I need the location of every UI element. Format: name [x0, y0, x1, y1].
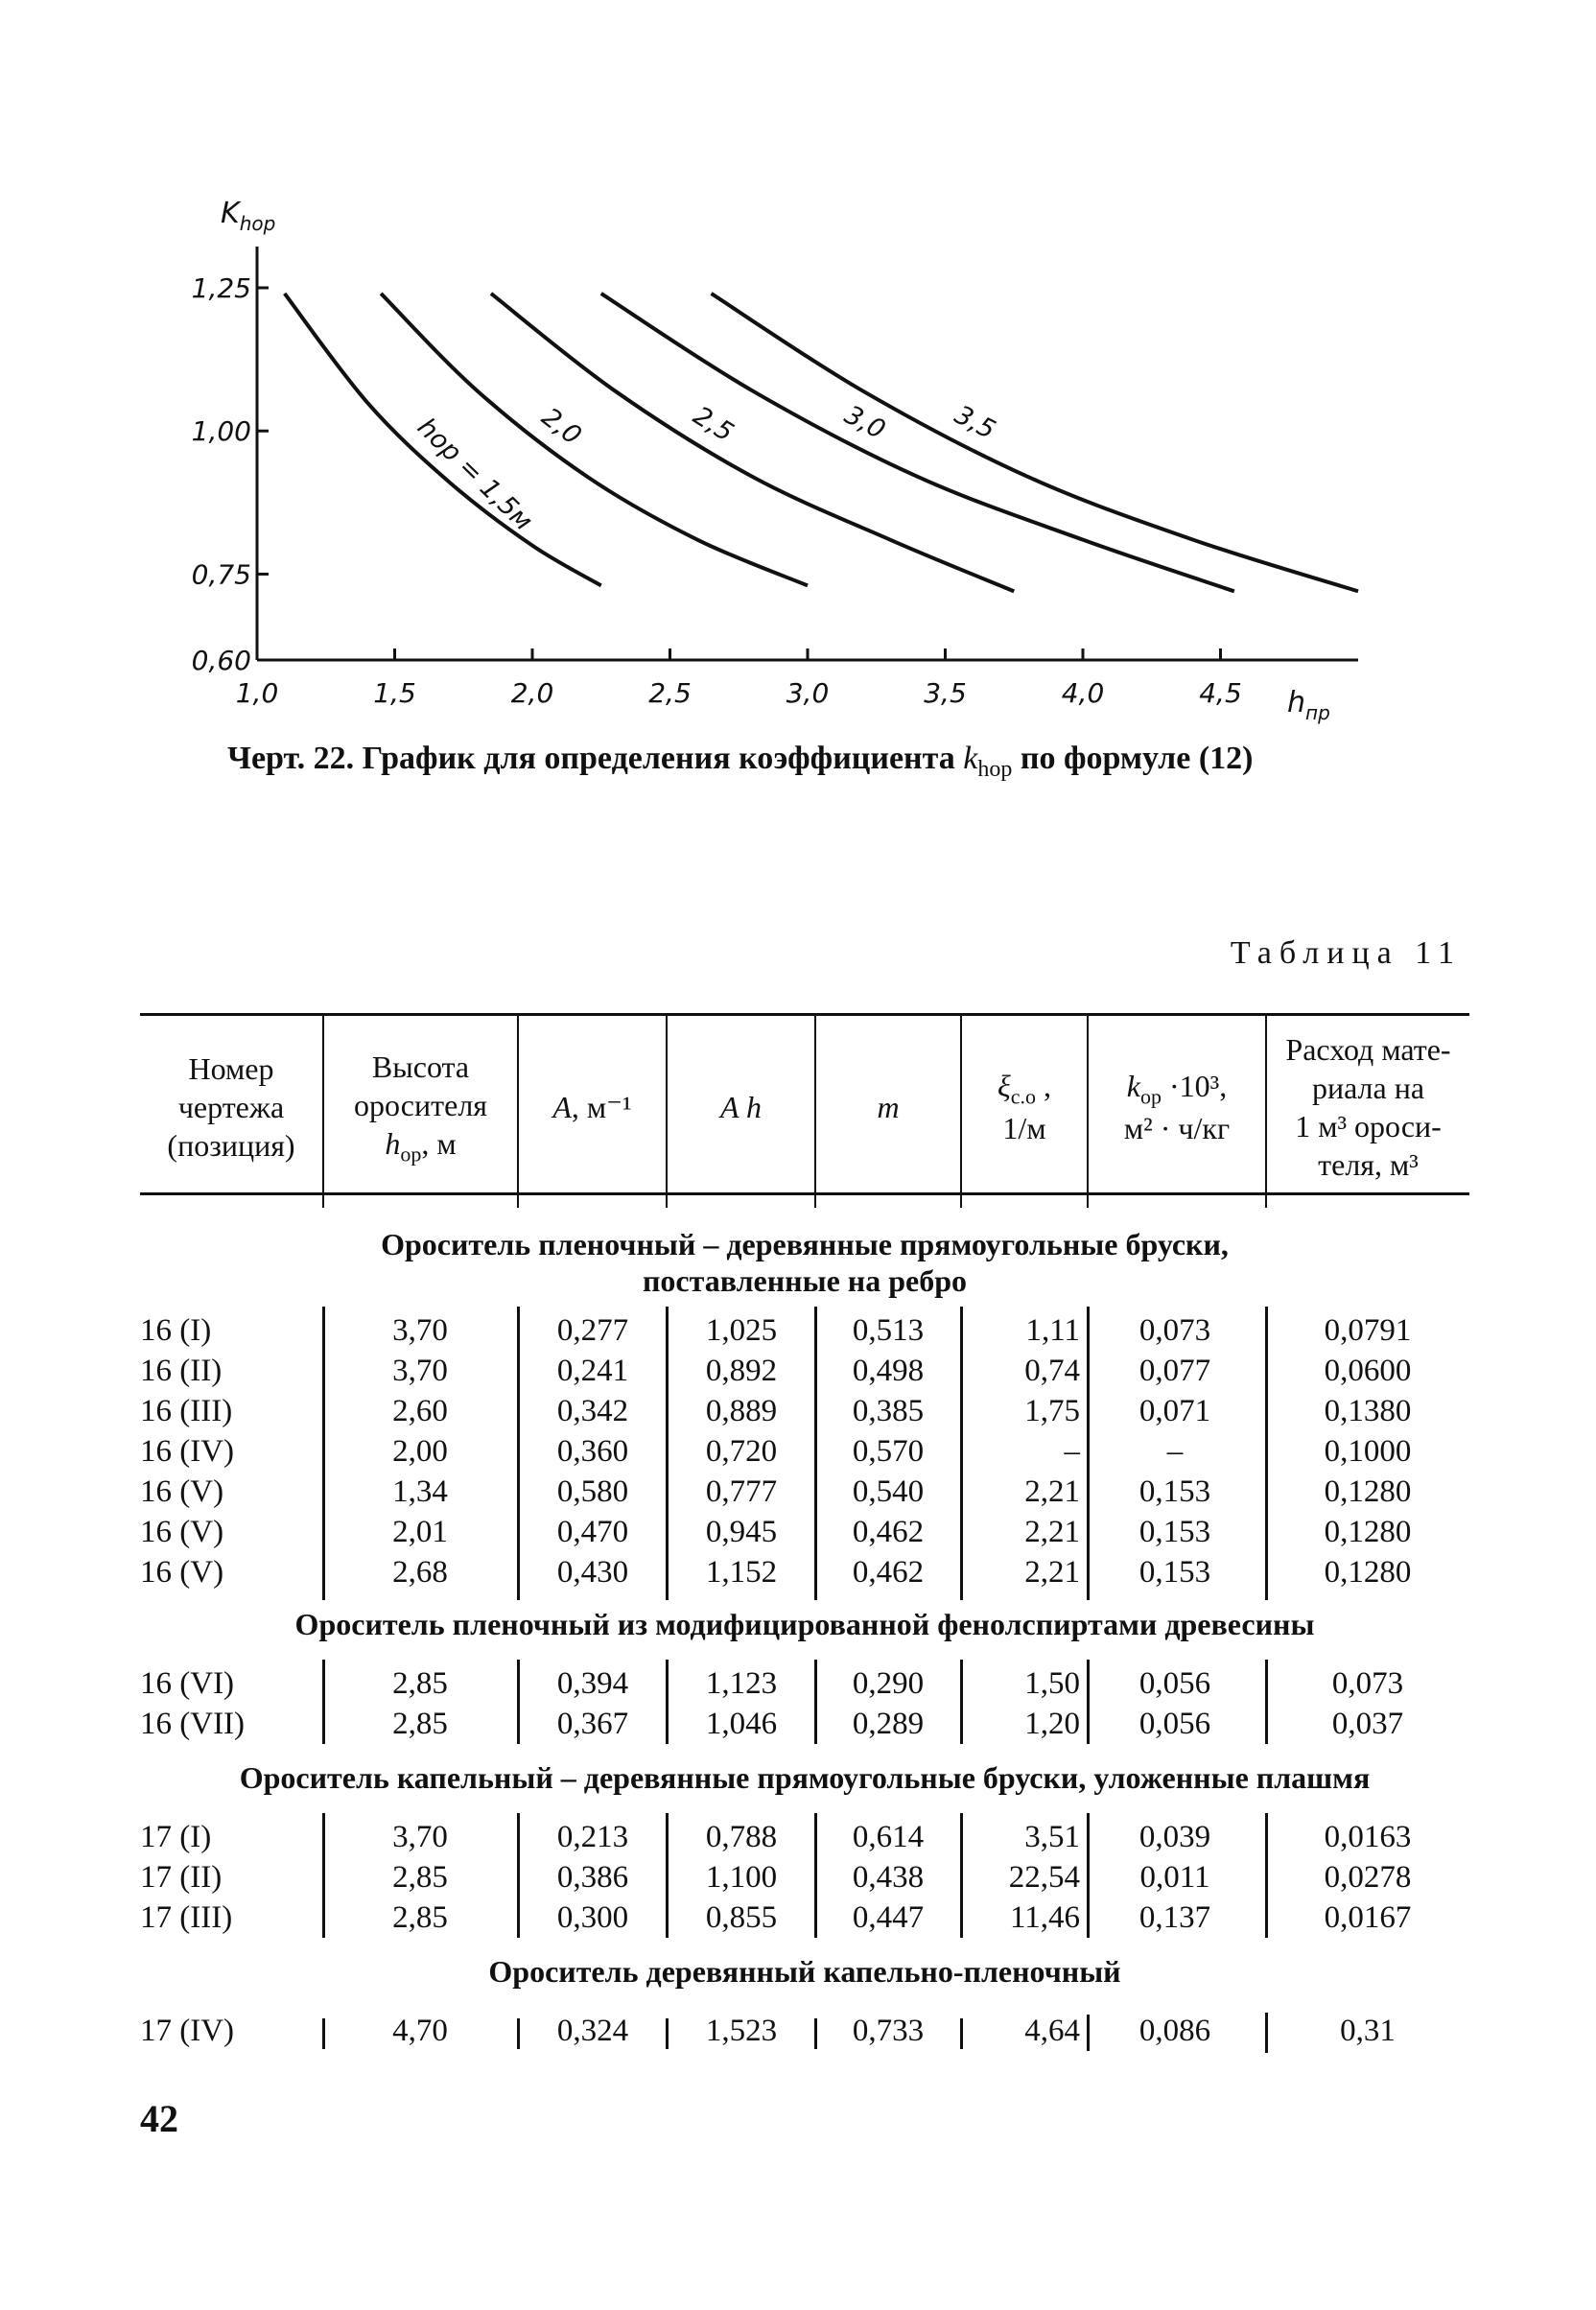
cell-m: 0,462 [852, 1515, 925, 1549]
table-row [0, 1704, 1596, 1744]
header-text: чертежа [177, 1090, 285, 1124]
table-row [0, 1391, 1596, 1431]
curve-label: 3,5 [950, 399, 1000, 446]
cell-usage: 0,1280 [1324, 1555, 1412, 1590]
cell-num: 16 (VI) [140, 1666, 235, 1701]
cell-height: 2,85 [392, 1860, 448, 1895]
table-row [0, 1431, 1596, 1472]
column-separator [322, 2018, 325, 2049]
curve-label: 2,5 [688, 400, 739, 448]
y-tick-label: 0,75 [191, 558, 251, 591]
cell-kop: 0,137 [1138, 1900, 1211, 1935]
cell-kop: 0,153 [1138, 1555, 1211, 1590]
table-row [0, 1310, 1596, 1351]
cell-height: 3,70 [392, 1820, 448, 1854]
cell-num: 16 (V) [140, 1474, 224, 1509]
cell-num: 16 (III) [140, 1394, 233, 1428]
cell-num: 16 (II) [140, 1354, 223, 1388]
chart [0, 0, 1596, 767]
header-text: Расход мате- [1285, 1032, 1451, 1067]
cell-usage: 0,0600 [1324, 1354, 1412, 1388]
cell-m: 0,570 [852, 1434, 925, 1469]
x-tick-label: 1,5 [373, 677, 416, 709]
cell-a: 0,241 [556, 1354, 629, 1388]
cell-zeta: 1,20 [1024, 1707, 1080, 1741]
cell-m: 0,614 [852, 1820, 925, 1854]
cell-zeta: 1,50 [1024, 1666, 1080, 1701]
header-num [140, 1021, 322, 1193]
column-separator [1265, 1307, 1268, 1600]
curve-line [712, 294, 1358, 591]
cell-ah: 1,152 [705, 1555, 778, 1590]
table-row [0, 1663, 1596, 1704]
header-text: $h_{ор}$, м [385, 1125, 457, 1166]
cell-usage: 0,1000 [1324, 1434, 1412, 1469]
table-row [0, 1512, 1596, 1552]
cell-usage: 0,0278 [1324, 1860, 1412, 1895]
column-separator [666, 1813, 669, 1938]
column-separator [1265, 1660, 1268, 1744]
cell-num: 16 (V) [140, 1515, 224, 1549]
cell-height: 3,70 [392, 1313, 448, 1348]
y-tick-label: 0,60 [191, 645, 251, 676]
cell-ah: 0,855 [705, 1900, 778, 1935]
cell-usage: 0,073 [1331, 1666, 1404, 1701]
column-separator [1087, 1813, 1090, 1938]
header-text: m [877, 1090, 900, 1124]
section-title-line: Ороситель капельный – деревянные прямоугольные бруски, уложенные плашмя [239, 1760, 1371, 1795]
cell-height: 3,70 [392, 1354, 448, 1388]
header-text: 1 м³ ороси- [1295, 1109, 1442, 1143]
cell-ah: 0,889 [705, 1394, 778, 1428]
header-text: $k_{ор} \cdot 10^3$, [1126, 1068, 1228, 1108]
cell-kop: 0,077 [1138, 1354, 1211, 1388]
cell-zeta: 1,11 [1025, 1313, 1080, 1348]
y-tick-label: 1,25 [191, 272, 251, 304]
section-title-line: Ороситель пленочный из модифицированной фенолспиртами древесины [294, 1607, 1315, 1641]
column-separator [322, 1660, 325, 1744]
column-separator [960, 1307, 963, 1600]
cell-zeta: 2,21 [1024, 1474, 1080, 1509]
column-separator [814, 1660, 817, 1744]
cell-kop: – [1166, 1434, 1184, 1469]
cell-kop: 0,073 [1138, 1313, 1211, 1348]
cell-m: 0,733 [852, 2014, 925, 2048]
header-zeta [962, 1021, 1087, 1193]
column-separator [960, 2018, 963, 2049]
table-row [0, 2011, 1596, 2051]
cell-ah: 0,720 [705, 1434, 778, 1469]
table-row [0, 1857, 1596, 1898]
cell-kop: 0,086 [1138, 2014, 1211, 2048]
cell-ah: 0,788 [705, 1820, 778, 1854]
column-separator [1087, 1660, 1090, 1744]
cell-zeta: 3,51 [1024, 1820, 1080, 1854]
cell-height: 2,01 [392, 1515, 448, 1549]
header-text: м² · ч/кг [1123, 1111, 1231, 1146]
header-text: риала на [1311, 1071, 1425, 1105]
x-tick-label: 1,0 [235, 677, 279, 709]
x-tick-label: 2,0 [510, 677, 554, 709]
header-height [324, 1021, 517, 1193]
cell-zeta: 1,75 [1024, 1394, 1080, 1428]
section-title [140, 1759, 1469, 1796]
cell-zeta: 22,54 [1008, 1860, 1080, 1895]
column-separator [517, 2018, 520, 2049]
section-title-line: Ороситель деревянный капельно-пленочный [488, 1954, 1121, 1989]
cell-kop: 0,056 [1138, 1707, 1211, 1741]
cell-a: 0,213 [556, 1820, 629, 1854]
column-separator [322, 1307, 325, 1600]
table-row [0, 1898, 1596, 1938]
x-axis-label: $h_{пр}$ [1287, 686, 1330, 724]
cell-kop: 0,071 [1138, 1394, 1211, 1428]
x-tick-label: 3,0 [786, 677, 830, 709]
cell-ah: 0,777 [705, 1474, 778, 1509]
chart-ticks [192, 272, 1242, 709]
header-text: теля, м³ [1318, 1147, 1419, 1182]
page-number: 42 [140, 2097, 178, 2140]
cell-zeta: – [1064, 1434, 1080, 1469]
table-row [0, 1552, 1596, 1592]
cell-height: 4,70 [392, 2014, 448, 2048]
column-separator [517, 1813, 520, 1938]
cell-zeta: 0,74 [1024, 1354, 1080, 1388]
cell-a: 0,360 [556, 1434, 629, 1469]
column-separator [517, 1660, 520, 1744]
table-row [0, 1351, 1596, 1391]
cell-a: 0,367 [556, 1707, 629, 1741]
x-tick-label: 4,0 [1061, 677, 1105, 709]
curve-label: 2,0 [535, 402, 587, 452]
cell-a: 0,386 [556, 1860, 629, 1895]
cell-m: 0,513 [852, 1313, 925, 1348]
column-separator [666, 2018, 669, 2049]
cell-a: 0,470 [556, 1515, 629, 1549]
cell-kop: 0,056 [1138, 1666, 1211, 1701]
cell-zeta: 2,21 [1024, 1515, 1080, 1549]
section-title-line: поставленные на ребро [642, 1263, 968, 1298]
column-separator [1087, 2015, 1090, 2051]
table-title: Таблица 11 [1230, 935, 1462, 971]
cell-usage: 0,1380 [1324, 1394, 1412, 1428]
cell-a: 0,394 [556, 1666, 629, 1701]
cell-ah: 1,025 [705, 1313, 778, 1348]
header-m [816, 1021, 960, 1193]
cell-usage: 0,0791 [1324, 1313, 1412, 1348]
x-axis-label-sub: пр [1305, 701, 1330, 724]
section-title [140, 1606, 1469, 1642]
cell-kop: 0,153 [1138, 1474, 1211, 1509]
cell-height: 1,34 [392, 1474, 448, 1509]
cell-m: 0,540 [852, 1474, 925, 1509]
figure-caption: Черт. 22. График для определения коэффициента $k_{hор}$ по формуле (12) [227, 741, 1254, 782]
column-separator [960, 1660, 963, 1744]
cell-ah: 1,123 [705, 1666, 778, 1701]
cell-a: 0,342 [556, 1394, 629, 1428]
column-separator [1265, 2013, 1268, 2053]
cell-kop: 0,153 [1138, 1515, 1211, 1549]
cell-usage: 0,1280 [1324, 1515, 1412, 1549]
cell-m: 0,385 [852, 1394, 925, 1428]
cell-ah: 1,046 [705, 1707, 778, 1741]
header-text: Номер [188, 1051, 274, 1086]
chart-axes [257, 247, 1358, 660]
y-axis-label-sub: hор [239, 212, 276, 235]
curve-label: hор = 1,5м [411, 412, 538, 537]
cell-zeta: 11,46 [1009, 1900, 1080, 1935]
cell-height: 2,00 [392, 1434, 448, 1469]
header-text: 1/м [1002, 1111, 1046, 1146]
cell-m: 0,438 [852, 1860, 925, 1895]
cell-ah: 1,100 [705, 1860, 778, 1895]
cell-ah: 0,892 [705, 1354, 778, 1388]
column-separator [666, 1660, 669, 1744]
cell-usage: 0,0163 [1324, 1820, 1412, 1854]
column-separator [322, 1813, 325, 1938]
header-ah [668, 1021, 814, 1193]
cell-usage: 0,1280 [1324, 1474, 1412, 1509]
cell-a: 0,300 [556, 1900, 629, 1935]
header-kop [1089, 1021, 1265, 1193]
section-title-line: Ороситель пленочный – деревянные прямоугольные бруски, [381, 1227, 1229, 1261]
header-text: оросителя [354, 1087, 487, 1122]
cell-zeta: 2,21 [1024, 1555, 1080, 1590]
cell-ah: 1,523 [705, 2014, 778, 2048]
cell-num: 17 (II) [140, 1860, 223, 1895]
cell-num: 16 (IV) [140, 1434, 235, 1469]
cell-m: 0,289 [852, 1707, 925, 1741]
cell-zeta: 4,64 [1024, 2014, 1080, 2048]
cell-num: 16 (V) [140, 1555, 224, 1590]
column-separator [1087, 1307, 1090, 1600]
column-separator [960, 1813, 963, 1938]
column-separator [814, 1813, 817, 1938]
cell-ah: 0,945 [705, 1515, 778, 1549]
cell-a: 0,324 [556, 2014, 629, 2048]
cell-m: 0,462 [852, 1555, 925, 1590]
cell-kop: 0,011 [1139, 1860, 1210, 1895]
cell-height: 2,85 [392, 1666, 448, 1701]
header-text: Высота [371, 1049, 470, 1084]
x-tick-label: 3,5 [924, 677, 967, 709]
column-separator [814, 2018, 817, 2049]
column-separator [666, 1307, 669, 1600]
header-text: (позиция) [167, 1128, 295, 1163]
y-axis-label: $K_{hор}$ [221, 197, 276, 235]
cell-a: 0,277 [556, 1313, 629, 1348]
cell-m: 0,290 [852, 1666, 925, 1701]
cell-kop: 0,039 [1138, 1820, 1211, 1854]
x-tick-label: 2,5 [648, 677, 692, 709]
cell-m: 0,498 [852, 1354, 925, 1388]
cell-a: 0,430 [556, 1555, 629, 1590]
table-row [0, 1817, 1596, 1857]
header-text: $\xi_{с.о}$ , [998, 1068, 1051, 1108]
cell-a: 0,580 [556, 1474, 629, 1509]
cell-height: 2,60 [392, 1394, 448, 1428]
cell-usage: 0,037 [1331, 1707, 1404, 1741]
column-separator [1265, 1813, 1268, 1938]
cell-m: 0,447 [852, 1900, 925, 1935]
cell-usage: 0,31 [1340, 2014, 1396, 2048]
cell-num: 16 (I) [140, 1313, 212, 1348]
column-separator [814, 1307, 817, 1600]
cell-height: 2,85 [392, 1707, 448, 1741]
curve-label: 3,0 [839, 399, 890, 446]
header-text: A, м⁻¹ [552, 1090, 632, 1124]
section-title [140, 1226, 1469, 1299]
table-row [0, 1472, 1596, 1512]
x-tick-label: 4,5 [1199, 677, 1242, 709]
cell-num: 17 (IV) [140, 2014, 235, 2048]
cell-num: 16 (VII) [140, 1707, 246, 1741]
table-header [140, 1013, 1469, 1195]
header-top-rule [140, 1013, 1469, 1016]
cell-num: 17 (I) [140, 1820, 212, 1854]
header-text: A h [720, 1090, 762, 1124]
section-title [140, 1953, 1469, 1990]
y-tick-label: 1,00 [191, 415, 251, 448]
header-a [519, 1021, 666, 1193]
cell-height: 2,85 [392, 1900, 448, 1935]
cell-height: 2,68 [392, 1555, 448, 1590]
cell-usage: 0,0167 [1324, 1900, 1412, 1935]
cell-num: 17 (III) [140, 1900, 233, 1935]
column-separator [517, 1307, 520, 1600]
header-usage [1267, 1021, 1469, 1193]
